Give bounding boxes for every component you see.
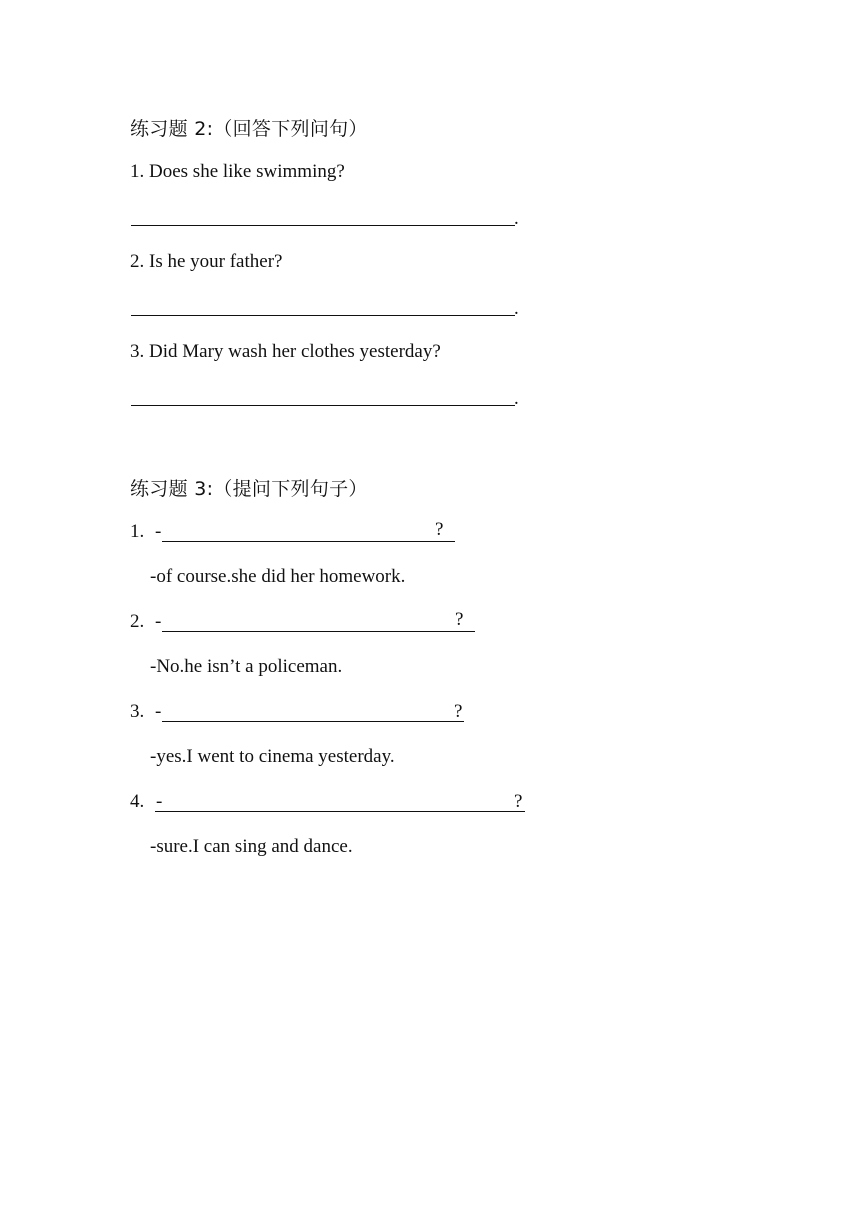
item-1-number: 1.	[130, 521, 145, 542]
item-4-answer: -sure.I can sing and dance.	[150, 836, 353, 857]
item-3-number: 3.	[130, 701, 145, 722]
item-1-answer: -of course.she did her homework.	[150, 566, 406, 587]
item-4-dash: -	[156, 791, 163, 812]
item-3-dash: -	[155, 701, 162, 722]
item-2-question-mark: ?	[455, 609, 464, 630]
section-2-heading: 练习题 2:（回答下列问句）	[130, 118, 368, 140]
answer-1-line[interactable]	[131, 225, 515, 226]
section-3-heading: 练习题 3:（提问下列句子）	[130, 478, 368, 500]
item-2-number: 2.	[130, 611, 145, 632]
item-3-question-mark: ?	[454, 701, 463, 722]
item-1-dash: -	[155, 521, 162, 542]
item-1-question-mark: ?	[435, 519, 444, 540]
item-4-number: 4.	[130, 791, 145, 812]
item-2-question-line[interactable]	[162, 611, 475, 632]
item-4-question-mark: ?	[514, 791, 523, 812]
item-1-question-line[interactable]	[162, 521, 455, 542]
answer-2-line[interactable]	[131, 315, 515, 316]
answer-3-period: .	[514, 388, 519, 409]
item-2-dash: -	[155, 611, 162, 632]
question-1-text: 1. Does she like swimming?	[130, 161, 345, 182]
item-4-question-line[interactable]	[155, 791, 525, 812]
question-2-text: 2. Is he your father?	[130, 251, 283, 272]
answer-3-line[interactable]	[131, 405, 515, 406]
item-3-question-line[interactable]	[162, 701, 464, 722]
item-3-answer: -yes.I went to cinema yesterday.	[150, 746, 395, 767]
question-3-text: 3. Did Mary wash her clothes yesterday?	[130, 341, 441, 362]
item-2-answer: -No.he isn’t a policeman.	[150, 656, 343, 677]
answer-1-period: .	[514, 208, 519, 229]
answer-2-period: .	[514, 298, 519, 319]
